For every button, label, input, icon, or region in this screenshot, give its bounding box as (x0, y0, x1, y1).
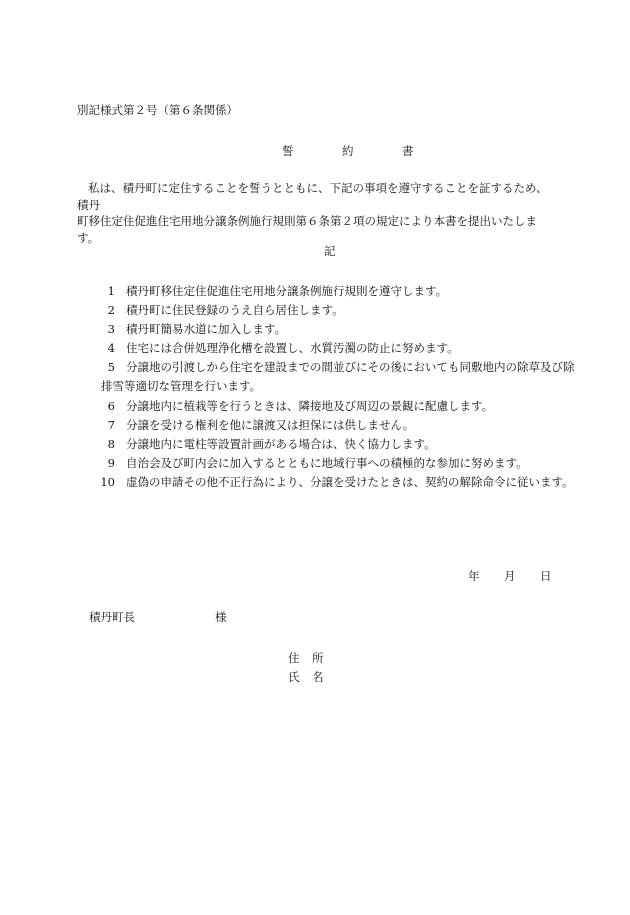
addressee-honorific: 様 (215, 610, 227, 624)
addressee (89, 609, 227, 626)
item-text: 積丹町に住民登録のうえ自ら居住します。 (126, 303, 344, 317)
item-text: 分譲を受ける権利を他に譲渡又は担保には供しません。 (126, 418, 415, 432)
label-char: 名 (312, 670, 324, 684)
list-item (88, 283, 578, 302)
item-text: 積丹町移住定住促進住宅用地分譲条例施行規則を遵守します。 (126, 284, 448, 298)
item-text: 分譲地内に植栽等を行うときは、隣接地及び周辺の景観に配慮します。 (126, 399, 494, 413)
label-char: 所 (312, 651, 324, 665)
list-item (88, 436, 578, 455)
label-char: 氏 (288, 670, 300, 684)
date-line (468, 568, 552, 585)
date-year: 年 (468, 569, 480, 583)
item-number: 5 (107, 360, 115, 374)
title-char: 書 (402, 144, 414, 158)
pledge-list (88, 283, 578, 493)
label-char: 住 (288, 651, 300, 665)
item-number: 3 (107, 322, 115, 336)
title-char: 誓 (282, 144, 294, 158)
item-number: 6 (107, 399, 115, 413)
item-text: 自治会及び町内会に加入するとともに地域行事への積極的な参加に努めます。 (126, 456, 528, 470)
item-number: 7 (107, 418, 115, 432)
title-char: 約 (342, 144, 354, 158)
item-text: 住宅には合併処理浄化槽を設置し、水質汚濁の防止に努めます。 (126, 341, 459, 355)
intro-line: 町移住定住促進住宅用地分譲条例施行規則第６条第２項の規定により本書を提出いたします。 (77, 214, 537, 246)
list-item (88, 321, 578, 340)
list-item (88, 302, 578, 321)
item-number: 9 (107, 456, 115, 470)
address-label (288, 650, 324, 667)
item-number: 1 (107, 284, 115, 298)
ki-heading: 記 (324, 244, 336, 258)
form-number: 別記様式第２号（第６条関係） (77, 103, 238, 117)
item-number: 8 (107, 437, 115, 451)
list-item (88, 417, 578, 436)
item-number: 4 (107, 341, 115, 355)
item-text: 分譲地内に電柱等設置計画がある場合は、快く協力します。 (126, 437, 436, 451)
intro-paragraph (77, 180, 557, 247)
list-item (88, 359, 578, 378)
item-text: 虚偽の申請その他不正行為により、分譲を受けたときは、契約の解除命令に従います。 (126, 475, 574, 489)
list-item (88, 340, 578, 359)
item-number: 10 (100, 475, 115, 489)
list-item (88, 455, 578, 474)
document-title (282, 143, 414, 160)
intro-line: 私は、積丹町に定住することを誓うとともに、下記の事項を遵守することを証するため、積丹 (77, 181, 548, 212)
date-day: 日 (540, 569, 552, 583)
item-number: 2 (107, 303, 115, 317)
list-item (88, 474, 578, 493)
item-text: 積丹町簡易水道に加入します。 (126, 322, 287, 336)
addressee-name: 積丹町長 (89, 610, 135, 624)
name-label (288, 669, 324, 686)
item-text: 分譲地の引渡しから住宅を建設までの間並びにその後においても同敷地内の除草及び除 (126, 360, 575, 374)
list-item (88, 398, 578, 417)
item-continuation: 排雪等適切な管理を行います。 (101, 379, 262, 393)
date-month: 月 (504, 569, 516, 583)
